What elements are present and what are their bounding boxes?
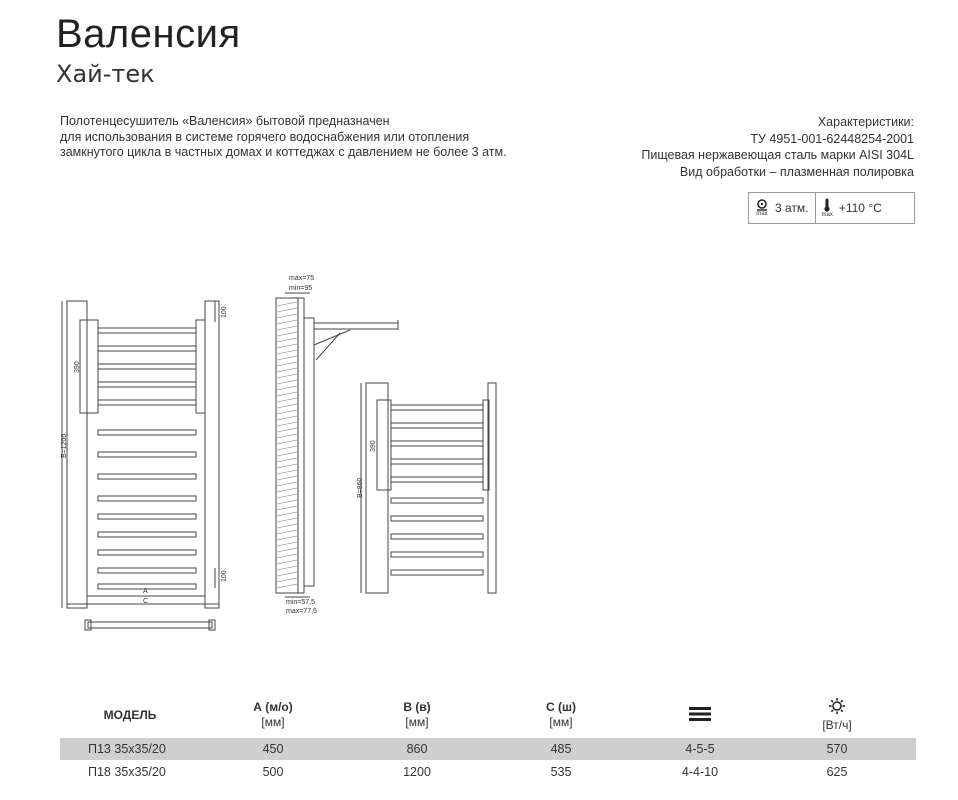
wall-hatch-line: [277, 464, 297, 468]
wall-hatch-line: [277, 572, 297, 576]
description-line: замкнутого цикла в частных домах и коттеджах с давлением не более 3 атм.: [60, 145, 507, 159]
wall-hatch-line: [277, 482, 297, 486]
wall-hatch-line: [277, 422, 297, 426]
wall-hatch-line: [277, 332, 297, 336]
rung: [98, 430, 196, 435]
pressure-value: 3 атм.: [775, 201, 809, 215]
header-model: МОДЕЛЬ: [103, 708, 157, 722]
table-row: [60, 738, 916, 760]
product-subtitle: Хай-тек: [56, 60, 155, 88]
rung: [98, 568, 196, 573]
rung: [391, 570, 483, 575]
wall-hatch-line: [277, 434, 297, 438]
wall-hatch-line: [277, 404, 297, 408]
description-line: Полотенцесушитель «Валенсия» бытовой предназначен: [60, 114, 390, 128]
wall-hatch-line: [277, 386, 297, 390]
side-bottom-label-2: max=77,5: [286, 608, 317, 615]
wall-hatch-line: [277, 440, 297, 444]
rung: [391, 498, 483, 503]
rung: [391, 405, 483, 410]
wall-hatch-line: [277, 542, 297, 546]
rung: [391, 477, 483, 482]
rung: [391, 423, 483, 428]
wall-hatch-line: [277, 368, 297, 372]
cell-b: 860: [406, 742, 428, 756]
description-line: для использования в системе горячего водоснабжения или отопления: [60, 129, 470, 144]
rung: [98, 346, 196, 351]
rung: [98, 452, 196, 457]
header-b: В (в) [мм]: [403, 700, 431, 729]
cell-model: П13 35х35/20: [88, 742, 166, 756]
wall-hatch-line: [277, 416, 297, 420]
wall-hatch-line: [277, 494, 297, 498]
height-label-small: B=860: [357, 477, 364, 498]
wall-hatch-line: [277, 320, 297, 324]
wall-hatch-line: [277, 548, 297, 552]
wall-hatch-line: [277, 452, 297, 456]
wall-hatch-line: [277, 566, 297, 570]
rung: [391, 552, 483, 557]
rung: [98, 328, 196, 333]
wall-hatch-line: [277, 362, 297, 366]
wall-hatch-line: [277, 512, 297, 516]
wall-hatch-line: [277, 380, 297, 384]
wall-hatch-line: [277, 410, 297, 414]
rung: [391, 459, 483, 464]
product-title: Валенсия: [56, 12, 241, 56]
header-c: С (ш) [мм]: [546, 700, 576, 729]
wall-hatch-line: [277, 500, 297, 504]
spec-line: Пищевая нержавеющая сталь марки AISI 304L: [641, 148, 914, 162]
cell-power: 570: [826, 742, 848, 756]
wall-hatch-line: [277, 584, 297, 588]
wall-hatch-line: [277, 344, 297, 348]
rung: [98, 382, 196, 387]
rungs-icon: [660, 706, 740, 726]
wall-hatch-line: [277, 530, 297, 534]
spec-line: Вид обработки – плазменная полировка: [679, 164, 914, 179]
cell-rungs: 4-5-5: [685, 742, 715, 756]
temperature-value: +110 °C: [838, 201, 882, 215]
wall-hatch-line: [277, 470, 297, 474]
cell-a: 500: [262, 765, 284, 779]
rung: [391, 441, 483, 446]
wall-hatch-line: [277, 392, 297, 396]
cell-b: 1200: [403, 765, 431, 779]
pressure-gauge-icon: max: [755, 199, 769, 218]
wall-hatch-line: [277, 488, 297, 492]
wall-hatch-line: [277, 446, 297, 450]
cell-c: 535: [550, 765, 572, 779]
wall-hatch-line: [277, 518, 297, 522]
front-view-large: [62, 301, 219, 630]
bottom-gap-label: 100: [221, 570, 228, 582]
rung: [391, 534, 483, 539]
front-view-small: [361, 383, 496, 593]
specs-heading: Характеристики:: [817, 115, 914, 129]
width-c-label: C: [143, 598, 149, 605]
side-top-label-2: min=95: [289, 285, 313, 292]
table-row: [60, 761, 916, 783]
thermometer-icon: max: [822, 198, 833, 219]
side-bottom-label-1: min=57,5: [286, 599, 315, 606]
wall-hatch-line: [277, 326, 297, 330]
header-power: [Вт/ч]: [792, 698, 882, 733]
wall-hatch-line: [277, 398, 297, 402]
rung: [98, 474, 196, 479]
rung: [98, 550, 196, 555]
wall-hatch-line: [277, 554, 297, 558]
rung: [98, 514, 196, 519]
header-a: А (м/о) [мм]: [253, 700, 293, 729]
wall-hatch-line: [277, 314, 297, 318]
wall-hatch-line: [277, 308, 297, 312]
wall-hatch-line: [277, 506, 297, 510]
wall-hatch-line: [277, 560, 297, 564]
cell-power: 625: [826, 765, 848, 779]
wall-hatch-line: [277, 578, 297, 582]
section-label-large: 390: [74, 361, 81, 373]
rung: [98, 364, 196, 369]
rung: [391, 516, 483, 521]
wall-hatch-line: [277, 524, 297, 528]
side-top-label-1: max=75: [289, 275, 315, 282]
table-header: [60, 698, 916, 738]
wall-hatch-line: [277, 458, 297, 462]
cell-c: 485: [550, 742, 572, 756]
rung: [98, 496, 196, 501]
wall-hatch-line: [277, 350, 297, 354]
rung: [98, 400, 196, 405]
top-gap-label: 100: [221, 306, 228, 318]
wall-hatch-line: [277, 356, 297, 360]
cell-rungs: 4-4-10: [681, 765, 719, 779]
wall-hatch-line: [277, 428, 297, 432]
wall-hatch-line: [277, 476, 297, 480]
width-a-label: A: [143, 588, 148, 595]
height-label-large: B=1200: [61, 433, 68, 458]
cell-model: П18 35х35/20: [88, 765, 166, 779]
model-table: [60, 698, 916, 779]
cell-a: 450: [262, 742, 284, 756]
wall-hatch-line: [277, 374, 297, 378]
wall-hatch-line: [277, 338, 297, 342]
spec-line: ТУ 4951-001-62448254-2001: [750, 131, 914, 146]
wall-hatch-line: [277, 302, 297, 306]
wall-hatch-line: [277, 536, 297, 540]
section-label-small: 390: [370, 440, 377, 452]
sun-icon: [829, 703, 845, 717]
rung: [98, 532, 196, 537]
